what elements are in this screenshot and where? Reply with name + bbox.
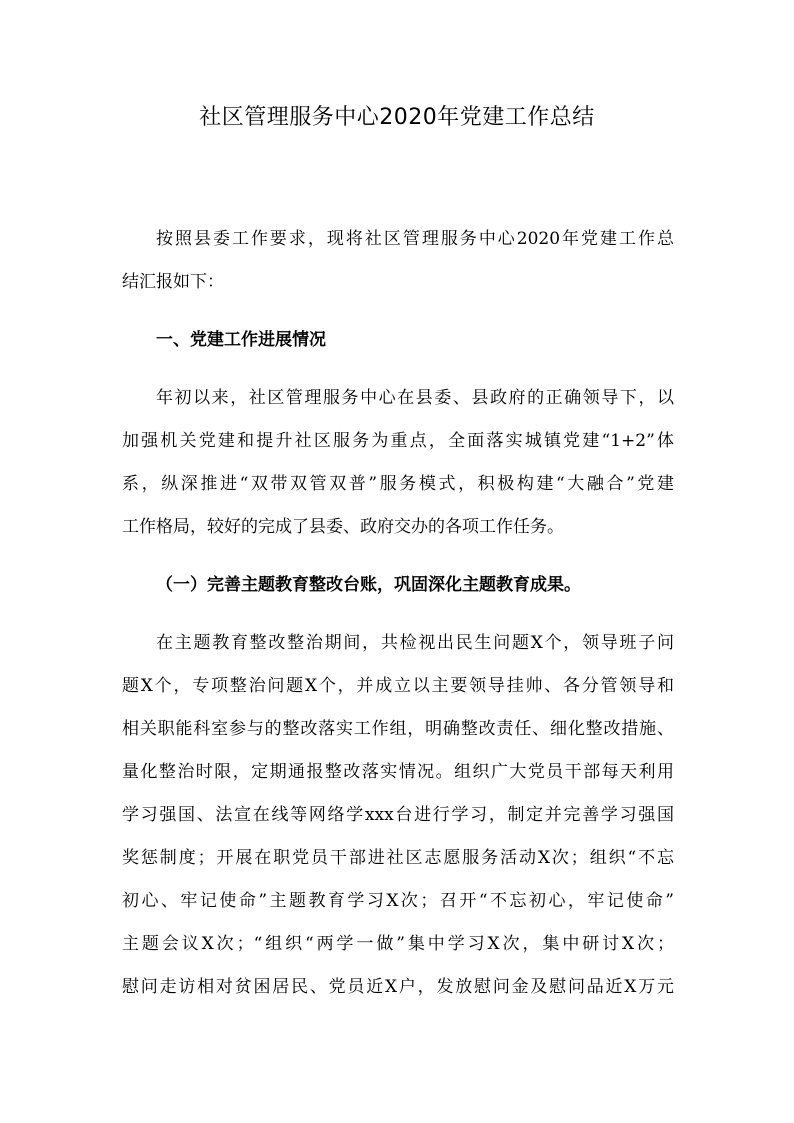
subsection1-line-1: 在主题教育整改整治期间，共检视出民生问题X个，领导班子问 xyxy=(156,633,674,653)
subsection-heading: （一）完善主题教育整改台账，巩固深化主题教育成果。 xyxy=(156,575,581,595)
subsection1-line-6: 奖惩制度；开展在职党员干部进社区志愿服务活动X次；组织“不忘 xyxy=(122,848,674,868)
subsection1-line-5: 学习强国、法宣在线等网络学xxx台进行学习，制定并完善学习强国 xyxy=(122,805,674,825)
section1-line-1: 年初以来，社区管理服务中心在县委、县政府的正确领导下，以 xyxy=(156,388,674,408)
subsection1-line-4: 量化整治时限，定期通报整改落实情况。组织广大党员干部每天利用 xyxy=(122,762,674,782)
section-heading: 一、党建工作进展情况 xyxy=(156,330,326,350)
section1-line-3: 系，纵深推进“双带双管双普”服务模式，积极构建“大融合”党建 xyxy=(122,474,674,494)
subsection1-line-7: 初心、牢记使命”主题教育学习X次；召开“不忘初心，牢记使命” xyxy=(122,891,674,911)
intro-line-1: 按照县委工作要求，现将社区管理服务中心2020年党建工作总 xyxy=(156,229,674,249)
section1-line-2: 加强机关党建和提升社区服务为重点，全面落实城镇党建“1+2”体 xyxy=(122,431,674,451)
subsection1-line-3: 相关职能科室参与的整改落实工作组，明确整改责任、细化整改措施、 xyxy=(122,719,674,739)
subsection1-line-2: 题X个，专项整治问题X个，并成立以主要领导挂帅、各分管领导和 xyxy=(122,676,674,696)
subsection1-line-8: 主题会议X次；“组织“两学一做”集中学习X次，集中研讨X次； xyxy=(122,934,674,954)
intro-line-2: 结汇报如下： xyxy=(122,272,224,292)
subsection1-line-9: 慰问走访相对贫困居民、党员近X户，发放慰问金及慰问品近X万元 xyxy=(122,977,674,997)
section1-line-4: 工作格局，较好的完成了县委、政府交办的各项工作任务。 xyxy=(122,517,564,537)
document-title: 社区管理服务中心2020年党建工作总结 xyxy=(199,105,595,130)
